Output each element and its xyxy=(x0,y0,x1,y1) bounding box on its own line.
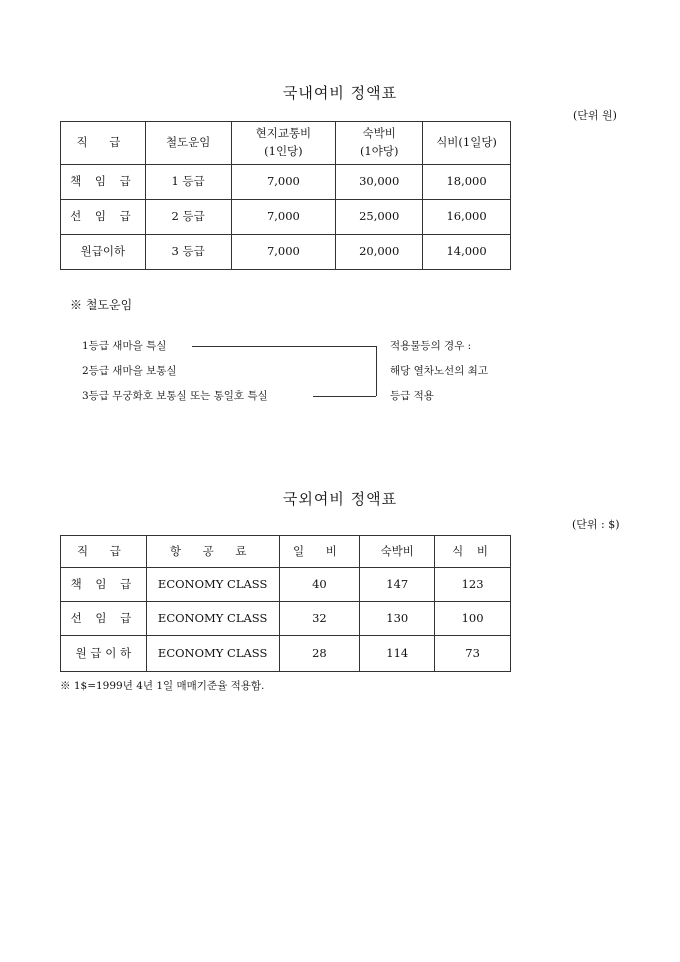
header-cell: 철도운임 xyxy=(145,122,231,165)
table-cell: 7,000 xyxy=(231,165,336,200)
table-cell: 책 임 급 xyxy=(61,568,147,602)
table-cell: 7,000 xyxy=(231,235,336,270)
table-cell: ECONOMY CLASS xyxy=(146,636,279,672)
rail-note-text: 적용물등의 경우 : xyxy=(390,340,472,352)
table-row xyxy=(61,602,511,636)
domestic-table xyxy=(60,121,511,270)
header-cell xyxy=(231,122,336,165)
bracket-line xyxy=(192,346,376,347)
rail-note-text: 등급 적용 xyxy=(390,390,434,402)
table-cell: 100 xyxy=(435,602,511,636)
overseas-unit: (단위 : $) xyxy=(572,518,620,531)
overseas-footnote: ※ 1$=1999년 4년 1일 매매기준율 적용함. xyxy=(60,680,265,692)
table-cell: 123 xyxy=(435,568,511,602)
header-cell: 항 공 료 xyxy=(146,536,279,568)
header-cell: 식비(1일당) xyxy=(423,122,511,165)
table-cell: 7,000 xyxy=(231,200,336,235)
table-header-row xyxy=(61,536,511,568)
table-cell: 147 xyxy=(360,568,435,602)
table-cell: 114 xyxy=(360,636,435,672)
header-cell: 식 비 xyxy=(435,536,511,568)
table-row xyxy=(61,636,511,672)
overseas-table xyxy=(60,535,511,672)
table-cell: 40 xyxy=(279,568,360,602)
header-line: (1야당) xyxy=(359,144,399,158)
table-cell: 32 xyxy=(279,602,360,636)
table-cell: 원 급 이 하 xyxy=(61,636,147,672)
rail-note-text: 해당 열차노선의 최고 xyxy=(390,365,488,377)
header-cell: 일 비 xyxy=(279,536,360,568)
rail-item: 1등급 새마을 특실 xyxy=(82,340,167,352)
table-cell: 선 임 급 xyxy=(61,602,147,636)
rail-item: 2등급 새마을 보통실 xyxy=(82,365,177,377)
header-cell: 직 급 xyxy=(61,122,146,165)
table-cell: 73 xyxy=(435,636,511,672)
header-line: 숙박비 xyxy=(362,126,396,141)
table-header-row xyxy=(61,122,511,165)
table-cell: 책 임 급 xyxy=(61,165,146,200)
table-cell: 20,000 xyxy=(336,235,423,270)
table-cell: 25,000 xyxy=(336,200,423,235)
rail-item: 3등급 무궁화호 보통실 또는 통일호 특실 xyxy=(82,390,268,402)
header-line: (1인당) xyxy=(264,144,303,158)
header-cell xyxy=(336,122,423,165)
table-cell: 130 xyxy=(360,602,435,636)
table-cell: 18,000 xyxy=(423,165,511,200)
bracket-line xyxy=(313,396,376,397)
table-row xyxy=(61,200,511,235)
header-cell: 숙박비 xyxy=(360,536,435,568)
domestic-title: 국내여비 정액표 xyxy=(282,84,398,102)
table-cell: 3 등급 xyxy=(145,235,231,270)
table-cell: 16,000 xyxy=(423,200,511,235)
table-row xyxy=(61,235,511,270)
header-cell: 직 급 xyxy=(61,536,147,568)
table-cell: 선 임 급 xyxy=(61,200,146,235)
table-cell: 30,000 xyxy=(336,165,423,200)
bracket-line xyxy=(376,346,377,396)
domestic-unit: (단위 원) xyxy=(573,109,617,122)
table-cell: 원급이하 xyxy=(61,235,146,270)
table-cell: 14,000 xyxy=(423,235,511,270)
table-row xyxy=(61,568,511,602)
table-row xyxy=(61,165,511,200)
table-cell: ECONOMY CLASS xyxy=(146,568,279,602)
table-cell: 2 등급 xyxy=(145,200,231,235)
rail-note-title: ※ 철도운임 xyxy=(70,298,133,312)
table-cell: 1 등급 xyxy=(145,165,231,200)
header-line: 현지교통비 xyxy=(255,126,312,141)
table-cell: ECONOMY CLASS xyxy=(146,602,279,636)
overseas-title: 국외여비 정액표 xyxy=(282,490,398,508)
table-cell: 28 xyxy=(279,636,360,672)
